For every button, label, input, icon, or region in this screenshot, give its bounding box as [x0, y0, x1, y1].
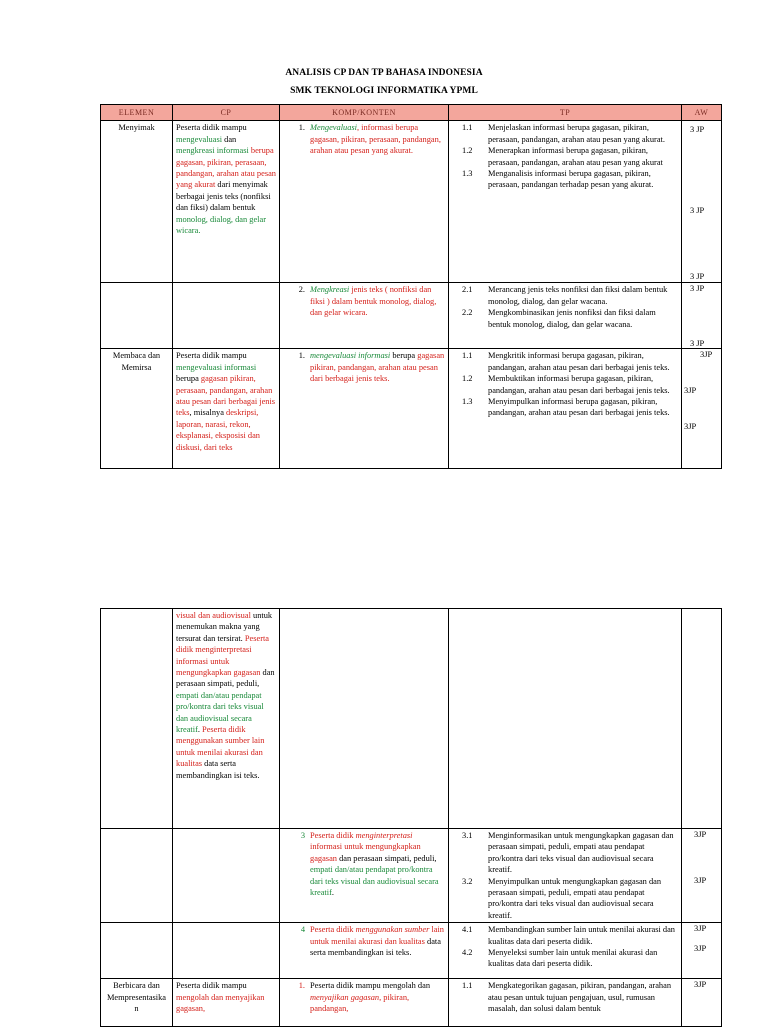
table-header-row — [101, 105, 722, 121]
tp-cell — [449, 609, 682, 829]
komp-konten-cell: 1. Peserta didik mampu mengolah dan menyajikan gagasan, pikiran, pandangan, — [280, 979, 449, 1027]
elemen-cell: Berbicara dan Mempresentasika n — [101, 979, 173, 1027]
list-item: 4.2 Menyeleksi sumber lain untuk menilai akurasi dan kualitas data dari peserta didik. — [462, 948, 658, 969]
cp-cell — [173, 283, 280, 349]
komp-konten-cell: 1. Mengevaluasi, informasi berupa gagasan, pikiran, perasaan, pandangan, arahan atau pesan yang akurat. — [280, 121, 449, 283]
table-row — [101, 609, 722, 829]
list-item: 1.1 Mengkategorikan gagasan, pikiran, pandangan, arahan atau pesan untuk tujuan pengajuan, usul, rumusan masalah, dan solusi dalam bentuk — [462, 981, 672, 1014]
aw-cell — [682, 609, 722, 829]
cp-cell: Peserta didik mampu mengevaluasi dan mengkreasi informasi berupa gagasan, pikiran, perasaan, pandangan, arahan atau pesan yang akurat dari menyimak berbagai jenis teks (nonfiksi dan fiksi) dalam bentuk monolog, dialog, dan gelar wicara. — [173, 121, 280, 283]
cp-cell — [173, 829, 280, 923]
list-item: 1.2 Membuktikan informasi berupa gagasan, pikiran, pandangan, arahan atau pesan dari berbagai jenis teks. — [462, 374, 670, 395]
elemen-cell: Menyimak — [101, 121, 173, 283]
aw-cell: 3JP 3JP — [682, 923, 722, 979]
header-cp: CP — [173, 105, 280, 121]
list-item: 1.3 Menganalisis informasi berupa gagasan, pikiran, perasaan, pandangan terhadap pesan yang akurat. — [462, 169, 654, 190]
list-item: 1.3 Menyimpulkan informasi berupa gagasan, pikiran, pandangan, arahan atau pesan dari berbagai jenis teks. — [462, 397, 670, 418]
komp-konten-cell: 2. Mengkreasi jenis teks ( nonfiksi dan fiksi ) dalam bentuk monolog, dialog, dan gelar wicara. — [280, 283, 449, 349]
aw-cell: 3JP — [682, 979, 722, 1027]
aw-cell: 3JP 3JP 3JP — [682, 349, 722, 469]
list-item: 4.1 Membandingkan sumber lain untuk menilai akurasi dan kualitas data dari peserta didik. — [462, 925, 675, 946]
table-row — [101, 923, 722, 979]
list-item: 3.2 Menyimpulkan untuk mengungkapkan gagasan dan perasaan simpati, peduli, empati atau pendapat pro/kontra dari teks visual dan audiovisual secara kreatif. — [462, 876, 662, 920]
komp-konten-cell — [280, 609, 449, 829]
elemen-cell — [101, 829, 173, 923]
tp-cell — [449, 979, 682, 1027]
table-row — [101, 979, 722, 1027]
list-item: 2.1 Merancang jenis teks nonfiksi dan fiksi dalam bentuk monolog, dialog, dan gelar wacana. — [462, 285, 668, 306]
cp-cell — [173, 923, 280, 979]
aw-cell: 3 JP 3 JP 3 JP — [682, 121, 722, 283]
analysis-table-part1 — [100, 104, 722, 469]
table-row — [101, 283, 722, 349]
tp-cell — [449, 349, 682, 469]
header-tp: TP — [449, 105, 682, 121]
elemen-cell: Membaca dan Memirsa — [101, 349, 173, 469]
list-item: 3.1 Menginformasikan untuk mengungkapkan gagasan dan perasaan simpati, peduli, empati atau pendapat pro/kontra dari teks visual dan audiovisual secara kreatif. — [462, 831, 674, 875]
header-aw: AW — [682, 105, 722, 121]
list-item: 2.2 Mengkombinasikan jenis nonfiksi dan fiksi dalam bentuk monolog, dialog, dan gelar wacana. — [462, 308, 656, 329]
cp-cell: Peserta didik mampu mengevaluasi informasi berupa gagasan pikiran, perasaan, pandangan, arahan atau pesan dari berbagai jenis teks, misalnya deskripsi, laporan, narasi, rekon, eksplanasi, eksposisi dan diskusi, dari teks — [173, 349, 280, 469]
elemen-cell — [101, 923, 173, 979]
aw-cell: 3JP 3JP — [682, 829, 722, 923]
komp-konten-cell: 3 Peserta didik menginterpretasi informasi untuk mengungkapkan gagasan dan perasaan simpati, peduli, empati dan/atau pendapat pro/kontra dari teks visual dan audiovisual secara kreatif. — [280, 829, 449, 923]
tp-cell — [449, 923, 682, 979]
table-row — [101, 829, 722, 923]
elemen-cell — [101, 609, 173, 829]
header-elemen: ELEMEN — [101, 105, 173, 121]
document-title: ANALISIS CP DAN TP BAHASA INDONESIA — [285, 68, 483, 78]
cp-cell: visual dan audiovisual untuk menemukan makna yang tersurat dan tersirat. Peserta didik menginterpretasi informasi untuk mengungkapkan gagasan dan perasaan simpati, peduli, empati dan/atau pendapat pro/kontra dari teks visual dan audiovisual secara kreatif. Peserta didik menggunakan sumber lain untuk menilai akurasi dan kualitas data serta membandingkan isi teks. — [173, 609, 280, 829]
list-item: 1.1 Menjelaskan informasi berupa gagasan, pikiran, perasaan, pandangan, arahan atau pesan yang akurat. — [462, 123, 665, 144]
header-komp-konten: KOMP/KONTEN — [280, 105, 449, 121]
document-subtitle: SMK TEKNOLOGI INFORMATIKA YPML — [290, 86, 478, 96]
tp-cell — [449, 283, 682, 349]
table-row — [101, 121, 722, 283]
cp-cell: Peserta didik mampu mengolah dan menyajikan gagasan, — [173, 979, 280, 1027]
table-row — [101, 349, 722, 469]
komp-konten-cell: 4 Peserta didik menggunakan sumber lain untuk menilai akurasi dan kualitas data serta membandingkan isi teks. — [280, 923, 449, 979]
komp-konten-cell: 1. mengevaluasi informasi berupa gagasan pikiran, pandangan, arahan atau pesan dari berbagai jenis teks. — [280, 349, 449, 469]
list-item: 1.2 Menerapkan informasi berupa gagasan, pikiran, perasaan, pandangan, arahan atau pesan yang akurat — [462, 146, 663, 167]
list-item: 1.1 Mengkritik informasi berupa gagasan, pikiran, pandangan, arahan atau pesan dari berbagai jenis teks. — [462, 351, 670, 372]
analysis-table-part2 — [100, 608, 722, 1027]
tp-cell — [449, 121, 682, 283]
elemen-cell — [101, 283, 173, 349]
aw-cell: 3 JP 3 JP — [682, 283, 722, 349]
tp-cell — [449, 829, 682, 923]
